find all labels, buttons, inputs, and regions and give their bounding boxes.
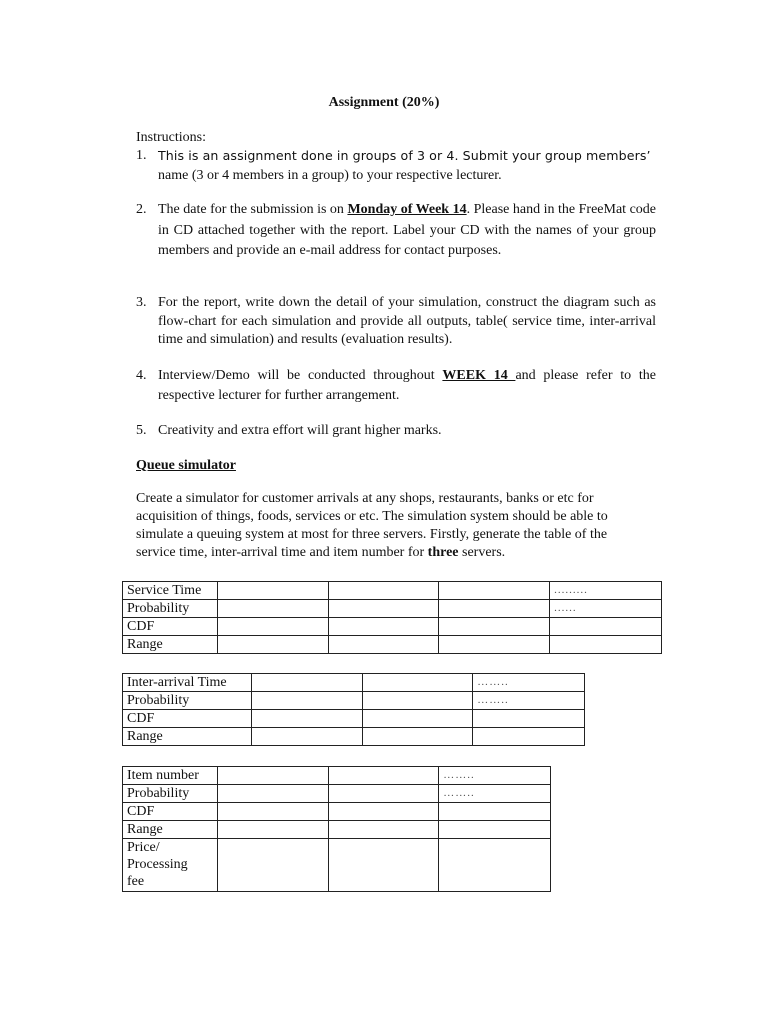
table-cell bbox=[439, 821, 551, 839]
table-row bbox=[123, 618, 662, 636]
row-label: Item number bbox=[123, 767, 218, 785]
table-cell bbox=[328, 582, 439, 600]
table-cell bbox=[550, 618, 662, 636]
table-row bbox=[123, 674, 585, 692]
item-text: For the report, write down the detail of your simulation, construct the diagram such as flow-chart for each simulation and provide all outputs, table( service time, inter-arrival time and simulation) and results (evaluation results). bbox=[158, 295, 656, 347]
table-cell bbox=[328, 821, 439, 839]
item-text: and please refer to the respective lecturer for further arrangement. bbox=[158, 368, 656, 403]
item-number: 2. bbox=[136, 202, 147, 217]
row-label-line: Processing bbox=[127, 857, 188, 872]
table-row bbox=[123, 785, 551, 803]
table-cell bbox=[362, 728, 473, 746]
table-row bbox=[123, 600, 662, 618]
row-label: Inter-arrival Time bbox=[123, 674, 252, 692]
table-cell bbox=[217, 839, 328, 892]
item-text: Interview/Demo will be conducted throughout bbox=[158, 368, 443, 383]
table-cell bbox=[217, 600, 328, 618]
row-label: Service Time bbox=[123, 582, 218, 600]
paragraph-text: servers. bbox=[458, 545, 506, 560]
row-label: Range bbox=[123, 636, 218, 654]
description-paragraph bbox=[136, 490, 648, 562]
table-cell bbox=[550, 636, 662, 654]
table-cell bbox=[439, 582, 550, 600]
item-number: 3. bbox=[136, 295, 147, 310]
item-number: 1. bbox=[136, 148, 147, 163]
table-cell-dots: …….. bbox=[439, 767, 551, 785]
item-text: . Please hand in the FreeMat code in CD attached together with the report. Label your CD with the names of your group members and provide an e-mail address for contact purposes. bbox=[158, 202, 656, 258]
table-cell bbox=[251, 674, 362, 692]
item-text: Creativity and extra effort will grant higher marks. bbox=[158, 423, 442, 438]
paragraph-text: Create a simulator for customer arrivals at any shops, restaurants, banks or etc for acquisition of things, foods, services or etc. The simulation system should be able to simulate a queuing system at most for three servers. Firstly, generate the table of the service time, inter-arrival time and item number for bbox=[136, 491, 608, 560]
table-cell bbox=[217, 636, 328, 654]
table-cell bbox=[439, 636, 550, 654]
row-label: CDF bbox=[123, 710, 252, 728]
table-cell bbox=[362, 692, 473, 710]
row-label: CDF bbox=[123, 618, 218, 636]
table-row bbox=[123, 710, 585, 728]
table-row bbox=[123, 821, 551, 839]
table-cell bbox=[217, 821, 328, 839]
row-label: Probability bbox=[123, 692, 252, 710]
item-text-line-1: This is an assignment done in groups of 3 or 4. Submit your group members’ bbox=[158, 148, 651, 163]
instructions-heading: Instructions: bbox=[136, 130, 206, 145]
table-cell bbox=[473, 710, 585, 728]
inter-arrival-table bbox=[122, 673, 585, 746]
table-cell bbox=[328, 803, 439, 821]
table-cell bbox=[439, 600, 550, 618]
table-cell bbox=[328, 839, 439, 892]
table-cell bbox=[217, 767, 328, 785]
table-cell-dots: …….. bbox=[473, 692, 585, 710]
instruction-item-2 bbox=[136, 200, 656, 262]
table-cell bbox=[439, 839, 551, 892]
table-row bbox=[123, 636, 662, 654]
table-cell bbox=[439, 803, 551, 821]
table-cell bbox=[328, 785, 439, 803]
item-number: 4. bbox=[136, 368, 147, 383]
table-cell bbox=[328, 767, 439, 785]
table-cell-dots: …….. bbox=[439, 785, 551, 803]
section-title: Queue simulator bbox=[136, 458, 236, 473]
table-cell bbox=[362, 674, 473, 692]
table-cell bbox=[217, 582, 328, 600]
table-cell bbox=[439, 618, 550, 636]
table-cell bbox=[217, 618, 328, 636]
table-row bbox=[123, 839, 551, 892]
interview-week: WEEK 14 bbox=[442, 368, 516, 383]
instruction-item-5 bbox=[136, 421, 656, 441]
table-cell bbox=[217, 785, 328, 803]
table-cell bbox=[328, 600, 439, 618]
row-label: Range bbox=[123, 728, 252, 746]
item-text-line-2: name (3 or 4 members in a group) to your respective lecturer. bbox=[158, 168, 502, 183]
table-cell bbox=[251, 710, 362, 728]
instruction-item-3 bbox=[136, 294, 656, 350]
row-label-line: Price/ bbox=[127, 840, 160, 855]
table-cell bbox=[328, 636, 439, 654]
row-label: Probability bbox=[123, 785, 218, 803]
table-cell bbox=[473, 728, 585, 746]
table-row bbox=[123, 728, 585, 746]
row-label bbox=[123, 839, 218, 892]
table-cell-dots: ...... bbox=[550, 600, 662, 618]
table-cell bbox=[251, 692, 362, 710]
table-cell bbox=[251, 728, 362, 746]
row-label: Probability bbox=[123, 600, 218, 618]
row-label: Range bbox=[123, 821, 218, 839]
table-cell bbox=[362, 710, 473, 728]
table-row bbox=[123, 692, 585, 710]
paragraph-bold: three bbox=[427, 545, 459, 560]
table-row bbox=[123, 582, 662, 600]
item-text: The date for the submission is on bbox=[158, 202, 348, 217]
row-label: CDF bbox=[123, 803, 218, 821]
table-cell-dots: …….. bbox=[473, 674, 585, 692]
table-cell bbox=[217, 803, 328, 821]
instruction-item-1 bbox=[136, 146, 656, 186]
table-cell-dots: ......... bbox=[550, 582, 662, 600]
table-row bbox=[123, 803, 551, 821]
row-label-line: fee bbox=[127, 874, 145, 889]
submission-date: Monday of Week 14 bbox=[347, 202, 467, 217]
item-number: 5. bbox=[136, 423, 147, 438]
table-cell bbox=[328, 618, 439, 636]
instruction-item-4 bbox=[136, 366, 656, 406]
service-time-table bbox=[122, 581, 662, 654]
item-number-table bbox=[122, 766, 551, 892]
table-row bbox=[123, 767, 551, 785]
page-title: Assignment (20%) bbox=[328, 95, 440, 110]
